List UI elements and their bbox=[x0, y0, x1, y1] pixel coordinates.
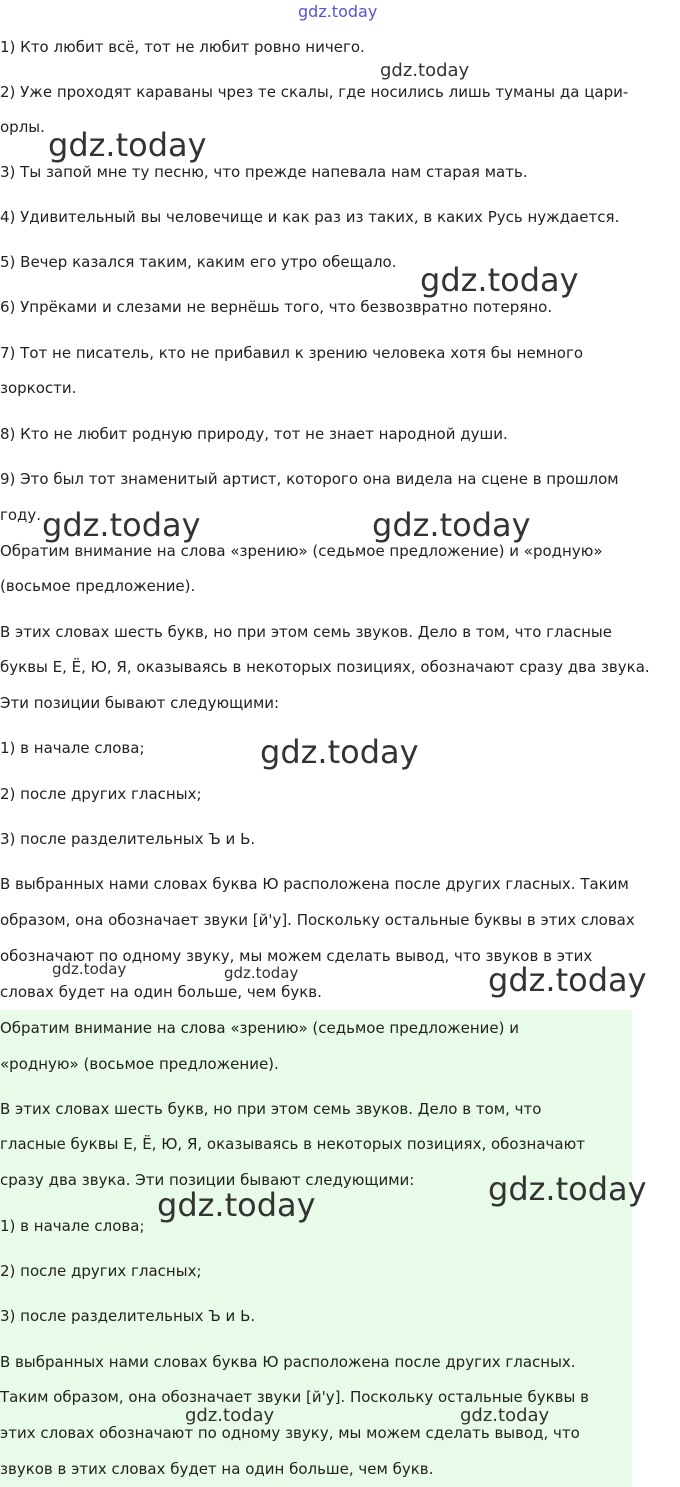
answer-line: 1) в начале слова; bbox=[0, 1217, 145, 1235]
watermark: gdz.today bbox=[42, 506, 201, 544]
sentence-line: 1) Кто любит всё, тот не любит ровно ничего. bbox=[0, 38, 365, 56]
answer-line: звуков в этих словах будет на один больше, чем букв. bbox=[0, 1460, 434, 1478]
watermark: gdz.today bbox=[48, 126, 207, 164]
sentence-line: 7) Тот не писатель, кто не прибавил к зрению человека хотя бы немного bbox=[0, 344, 584, 362]
watermark: gdz.today bbox=[420, 261, 579, 299]
explanation-line: Обратим внимание на слова «зрению» (седьмое предложение) и «родную» bbox=[0, 542, 603, 560]
sentence-line: 4) Удивительный вы человечище и как раз из таких, в каких Русь нуждается. bbox=[0, 208, 620, 226]
answer-line: этих словах обозначают по одному звуку, мы можем сделать вывод, что bbox=[0, 1424, 580, 1442]
sentence-line: 9) Это был тот знаменитый артист, которого она видела на сцене в прошлом bbox=[0, 470, 619, 488]
sentence-line: 6) Упрёками и слезами не вернёшь того, что безвозвратно потеряно. bbox=[0, 298, 553, 316]
explanation-line: 2) после других гласных; bbox=[0, 785, 202, 803]
watermark: gdz.today bbox=[157, 1186, 316, 1224]
answer-line: В выбранных нами словах буква Ю расположена после других гласных. bbox=[0, 1353, 576, 1371]
sentence-line: 8) Кто не любит родную природу, тот не знает народной души. bbox=[0, 425, 508, 443]
sentence-line: году. bbox=[0, 506, 42, 524]
explanation-line: 1) в начале слова; bbox=[0, 739, 145, 757]
answer-line: 2) после других гласных; bbox=[0, 1262, 202, 1280]
answer-line: сразу два звука. Эти позиции бывают следующими: bbox=[0, 1171, 415, 1189]
explanation-line: образом, она обозначает звуки [й'у]. Поскольку остальные буквы в этих словах bbox=[0, 911, 635, 929]
explanation-line: буквы Е, Ё, Ю, Я, оказываясь в некоторых позициях, обозначают сразу два звука. bbox=[0, 658, 650, 676]
sentence-line: 5) Вечер казался таким, каким его утро обещало. bbox=[0, 253, 397, 271]
answer-line: гласные буквы Е, Ё, Ю, Я, оказываясь в некоторых позициях, обозначают bbox=[0, 1135, 585, 1153]
watermark: gdz.today bbox=[52, 960, 127, 978]
watermark: gdz.today bbox=[460, 1405, 550, 1426]
explanation-line: 3) после разделительных Ъ и Ь. bbox=[0, 830, 256, 848]
explanation-line: обозначают по одному звуку, мы можем сделать вывод, что звуков в этих bbox=[0, 947, 593, 965]
answer-line: Обратим внимание на слова «зрению» (седьмое предложение) и bbox=[0, 1019, 520, 1037]
answer-line: 3) после разделительных Ъ и Ь. bbox=[0, 1307, 256, 1325]
explanation-line: В выбранных нами словах буква Ю расположена после других гласных. Таким bbox=[0, 875, 629, 893]
explanation-line: В этих словах шесть букв, но при этом семь звуков. Дело в том, что гласные bbox=[0, 623, 612, 641]
explanation-line: словах будет на один больше, чем букв. bbox=[0, 983, 322, 1001]
explanation-line: Эти позиции бывают следующими: bbox=[0, 694, 280, 712]
watermark: gdz.today bbox=[488, 1170, 647, 1208]
header-watermark: gdz.today bbox=[298, 2, 378, 21]
watermark: gdz.today bbox=[224, 964, 299, 982]
watermark: gdz.today bbox=[380, 60, 470, 81]
watermark: gdz.today bbox=[260, 733, 419, 771]
sentence-line: зоркости. bbox=[0, 379, 77, 397]
answer-line: В этих словах шесть букв, но при этом семь звуков. Дело в том, что bbox=[0, 1100, 542, 1118]
sentence-line: орлы. bbox=[0, 118, 45, 136]
explanation-line: (восьмое предложение). bbox=[0, 577, 196, 595]
sentence-line: 3) Ты запой мне ту песню, что прежде напевала нам старая мать. bbox=[0, 163, 528, 181]
answer-line: Таким образом, она обозначает звуки [й'у]. Поскольку остальные буквы в bbox=[0, 1388, 589, 1406]
watermark: gdz.today bbox=[488, 961, 647, 999]
watermark: gdz.today bbox=[372, 506, 531, 544]
watermark: gdz.today bbox=[185, 1405, 275, 1426]
answer-line: «родную» (восьмое предложение). bbox=[0, 1055, 279, 1073]
sentence-line: 2) Уже проходят караваны чрез те скалы, где носились лишь туманы да цари- bbox=[0, 83, 629, 101]
